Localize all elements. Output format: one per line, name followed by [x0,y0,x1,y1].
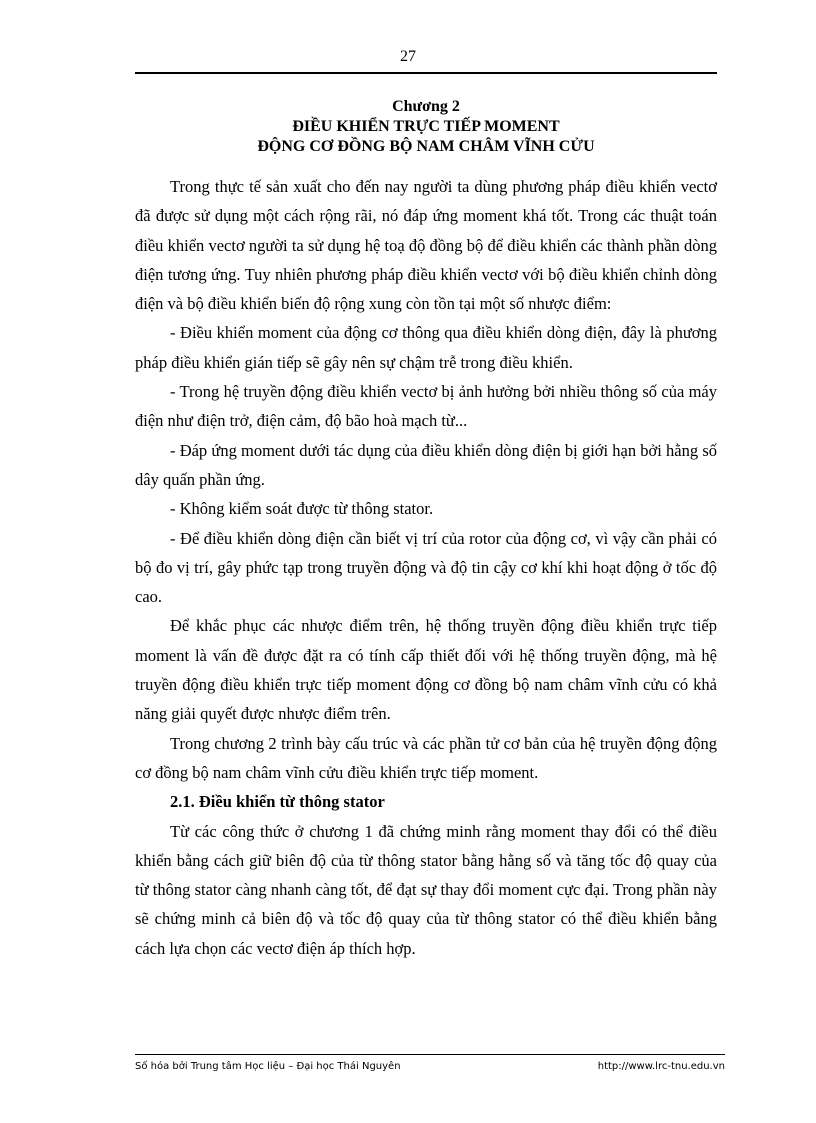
bullet-item: - Trong hệ truyền động điều khiển vectơ bị ảnh hưởng bởi nhiều thông số của máy điện như điện trở, điện cảm, độ bão hoà mạch từ... [135,382,717,431]
chapter-title-block [135,97,717,157]
body-text [135,172,717,963]
paragraph: Trong chương 2 trình bày cấu trúc và các phần tử cơ bản của hệ truyền động động cơ đồng bộ nam châm vĩnh cửu điều khiển trực tiếp moment. [135,733,717,782]
footer-divider [135,1054,725,1055]
chapter-title-line-2: ĐỘNG CƠ ĐỒNG BỘ NAM CHÂM VĨNH CỬU [257,138,595,155]
footer [135,1061,725,1072]
bullet-item: - Điều khiển moment của động cơ thông qua điều khiển dòng điện, đây là phương pháp điều khiển gián tiếp sẽ gây nên sự chậm trễ trong điều khiển. [135,323,717,372]
chapter-title-line-1: ĐIỀU KHIỂN TRỰC TIẾP MOMENT [292,118,560,135]
page-number: 27 [400,48,416,65]
section-heading: 2.1. Điều khiển từ thông stator [170,792,385,812]
bullet-item: - Không kiểm soát được từ thông stator. [170,499,434,519]
paragraph-intro: Trong thực tế sản xuất cho đến nay người ta dùng phương pháp điều khiển vectơ đã được sử dụng một cách rộng rãi, nó đáp ứng moment khá tốt. Trong các thuật toán điều khiển vectơ người ta sử dụng hệ toạ độ đồng bộ để điều khiển các thành phần dòng điện tương ứng. Tuy nhiên phương pháp điều khiển vectơ với bộ điều khiển chỉnh dòng điện và bộ điều khiển biến độ rộng xung còn tồn tại một số nhược điểm: [135,177,717,314]
chapter-label: Chương 2 [392,98,460,115]
footer-url[interactable]: http://www.lrc-tnu.edu.vn [597,1061,725,1072]
paragraph: Để khắc phục các nhược điểm trên, hệ thống truyền động điều khiển trực tiếp moment là vấn đề được đặt ra có tính cấp thiết đối với hệ thống truyền động, mà hệ truyền động điều khiển trực tiếp moment động cơ đồng bộ nam châm vĩnh cửu có khả năng giải quyết được nhược điểm trên. [135,616,717,724]
bullet-item: - Đáp ứng moment dưới tác dụng của điều khiển dòng điện bị giới hạn bởi hằng số dây quấn phần ứng. [135,440,717,489]
footer-credit: Số hóa bởi Trung tâm Học liệu – Đại học Thái Nguyên [135,1061,401,1072]
header-divider [135,72,717,74]
section-paragraph: Từ các công thức ở chương 1 đã chứng minh rằng moment thay đổi có thể điều khiển bằng cách giữ biên độ của từ thông stator bằng hằng số và tăng tốc độ quay của từ thông stator càng nhanh càng tốt, để đạt sự thay đổi moment cực đại. Trong phần này sẽ chứng minh cả biên độ và tốc độ quay của từ thông stator có thể điều khiển bằng cách lựa chọn các vectơ điện áp thích hợp. [135,821,717,958]
bullet-item: - Để điều khiển dòng điện cần biết vị trí của rotor của động cơ, vì vậy cần phải có bộ đo vị trí, gây phức tạp trong truyền động và độ tin cậy cơ khí khi hoạt động ở tốc độ cao. [135,528,717,607]
